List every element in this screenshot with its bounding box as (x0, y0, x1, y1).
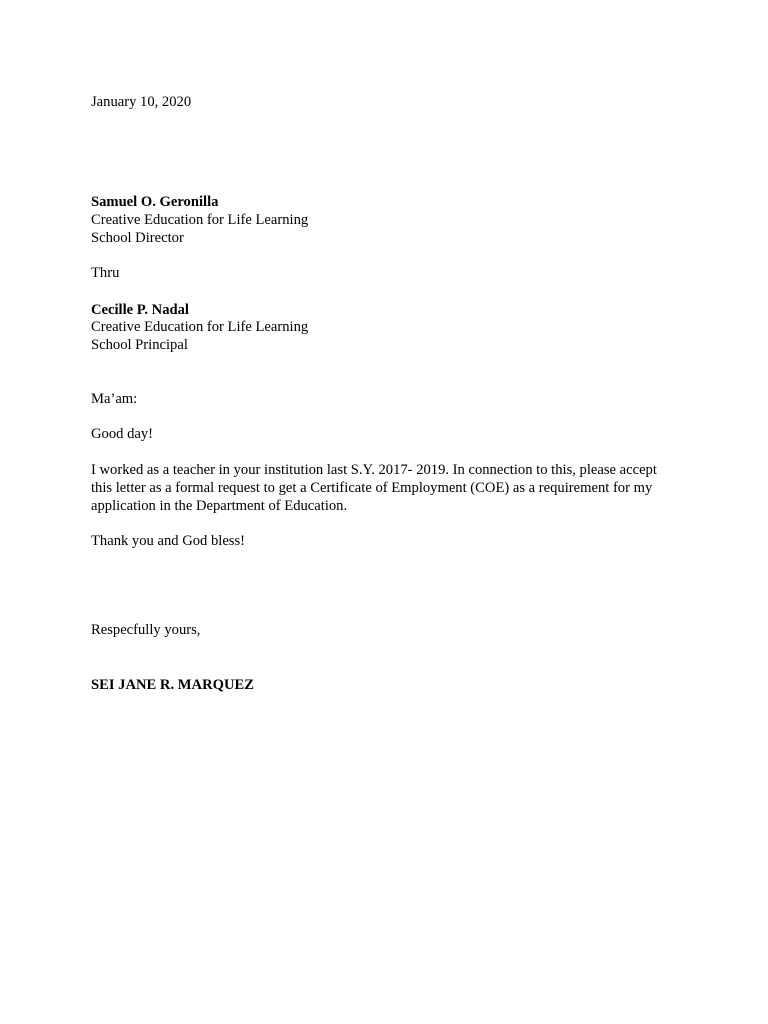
body-line: this letter as a formal request to get a Certificate of Employment (COE) as a requirement for my (91, 480, 653, 496)
recipient2-name: Cecille P. Nadal (91, 302, 189, 318)
letter-date: January 10, 2020 (91, 94, 192, 110)
body-line: application in the Department of Education. (91, 498, 348, 514)
closing-text: Respecfully yours, (91, 622, 201, 638)
recipient2-title: School Principal (91, 337, 188, 353)
recipient1-organization: Creative Education for Life Learning (91, 212, 309, 228)
body-paragraph (91, 461, 691, 515)
salutation: Ma’am: (91, 391, 138, 407)
thanks-text: Thank you and God bless! (91, 533, 246, 549)
recipient1-name: Samuel O. Geronilla (91, 194, 219, 210)
recipient2-organization: Creative Education for Life Learning (91, 319, 309, 335)
greeting: Good day! (91, 426, 154, 442)
body-line: I worked as a teacher in your institution last S.Y. 2017- 2019. In connection to this, please accept (91, 462, 657, 478)
thru-text: Thru (91, 265, 120, 281)
signature-name: SEI JANE R. MARQUEZ (91, 677, 254, 693)
recipient1-title: School Director (91, 230, 184, 246)
